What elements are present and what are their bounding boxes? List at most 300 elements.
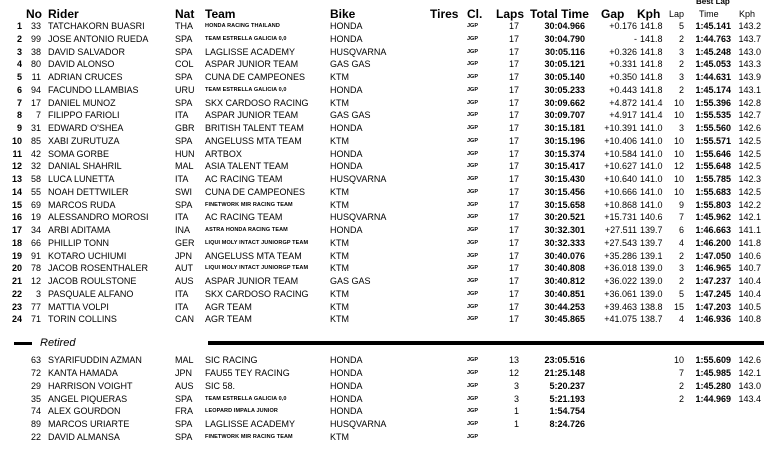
nationality-cell: ITA [175, 174, 189, 184]
header-best-time: Time [699, 9, 719, 19]
bike-cell: HUSQVARNA [330, 174, 387, 184]
total-time-cell: 23:05.516 [544, 355, 585, 365]
best-lap-number-cell: 7 [678, 367, 684, 378]
best-lap-number-cell: 10 [673, 135, 684, 146]
kph-cell: 138.7 [640, 314, 663, 325]
rider-number-cell: 91 [30, 250, 41, 261]
table-row [0, 313, 769, 325]
best-lap-kph-cell: 143.1 [738, 84, 761, 95]
class-cell: JGP [467, 150, 479, 157]
position-cell: 12 [11, 161, 22, 172]
best-lap-time-cell: 1:55.535 [695, 110, 731, 121]
rider-name-cell: XABI ZURUTUZA [48, 135, 120, 146]
best-lap-number-cell: 9 [678, 199, 684, 210]
laps-cell: 17 [508, 148, 519, 159]
best-lap-time-cell: 1:47.203 [695, 301, 731, 312]
bike-cell: KTM [330, 72, 349, 82]
nationality-cell: SWI [175, 186, 192, 197]
best-lap-kph-cell: 143.3 [738, 59, 761, 70]
class-cell: JGP [467, 74, 479, 80]
laps-cell: 3 [513, 393, 519, 404]
bike-cell: HONDA [330, 84, 363, 95]
table-row [0, 301, 769, 313]
team-cell: AGR TEAM [205, 314, 252, 325]
rider-name-cell: MATTIA VOLPI [48, 301, 109, 312]
nationality-cell: MAL [175, 161, 194, 172]
kph-cell: 141.8 [640, 59, 663, 70]
class-cell: JGP [467, 303, 479, 310]
nationality-cell: AUS [175, 276, 194, 286]
class-cell: JGP [467, 395, 479, 402]
best-lap-number-cell: 4 [678, 237, 684, 248]
best-lap-time-cell: 1:55.571 [695, 135, 731, 146]
table-row [0, 418, 769, 430]
bike-cell: KTM [330, 237, 349, 248]
best-lap-kph-cell: 143.9 [738, 72, 761, 82]
rider-number-cell: 33 [30, 21, 41, 31]
bike-cell: HONDA [330, 367, 363, 378]
total-time-cell: 30:20.521 [544, 212, 585, 223]
nationality-cell: SPA [175, 199, 193, 210]
laps-cell: 17 [508, 21, 519, 31]
rider-name-cell: ALEX GOURDON [48, 406, 121, 417]
total-time-cell: 8:24.726 [549, 419, 585, 430]
header-tires: Tires [430, 7, 459, 21]
nationality-cell: ITA [175, 301, 189, 312]
team-cell: LEOPARD IMPALA JUNIOR [205, 408, 278, 415]
table-row [0, 186, 769, 198]
gap-cell: +0.176 [609, 21, 637, 31]
best-lap-time-cell: 1:47.050 [695, 250, 731, 261]
header-best-kph: Kph [739, 9, 756, 19]
class-cell: JGP [467, 176, 479, 182]
gap-cell: +10.666 [604, 186, 637, 197]
retired-section-label: Retired [40, 337, 76, 349]
position-cell: 9 [16, 123, 22, 133]
nationality-cell: SPA [175, 419, 193, 430]
kph-cell: 139.0 [640, 276, 663, 286]
rider-name-cell: LUCA LUNETTA [48, 174, 115, 184]
header-kph: Kph [637, 7, 661, 21]
gap-cell: +27.543 [604, 237, 637, 248]
nationality-cell: SPA [175, 135, 193, 146]
rider-number-cell: 89 [30, 419, 41, 430]
class-cell: JGP [467, 61, 479, 68]
bike-cell: KTM [330, 288, 349, 299]
rider-number-cell: 77 [30, 301, 41, 312]
total-time-cell: 30:05.116 [544, 46, 585, 57]
total-time-cell: 30:40.076 [544, 250, 585, 261]
header-nat: Nat [175, 7, 195, 21]
team-cell: LAGLISSE ACADEMY [205, 419, 296, 430]
total-time-cell: 30:04.790 [544, 33, 585, 44]
class-cell: JGP [467, 188, 479, 195]
best-lap-kph-cell: 143.2 [738, 21, 761, 31]
total-time-cell: 30:15.181 [544, 123, 585, 133]
best-lap-time-cell: 1:44.763 [695, 33, 731, 44]
header-no: No [26, 7, 42, 21]
class-cell: JGP [467, 265, 479, 272]
total-time-cell: 5:20.237 [549, 380, 585, 391]
laps-cell: 17 [508, 72, 519, 82]
rider-name-cell: SYARIFUDDIN AZMAN [48, 355, 142, 365]
table-row [0, 237, 769, 249]
best-lap-kph-cell: 140.7 [738, 263, 761, 274]
team-cell: ARTBOX [205, 148, 242, 159]
total-time-cell: 30:15.658 [544, 199, 585, 210]
best-lap-number-cell: 15 [673, 301, 684, 312]
laps-cell: 1 [513, 406, 519, 417]
position-cell: 17 [11, 225, 22, 235]
rider-name-cell: FACUNDO LLAMBIAS [48, 84, 139, 95]
nationality-cell: FRA [175, 406, 193, 417]
team-cell: LIQUI MOLY INTACT JUNIORGP TEAM [205, 239, 309, 246]
header-class: Cl. [467, 7, 483, 21]
class-cell: JGP [467, 35, 479, 42]
team-cell: HONDA RACING THAILAND [205, 23, 280, 29]
kph-cell: 141.0 [640, 174, 663, 184]
best-lap-kph-cell: 142.3 [738, 174, 761, 184]
gap-cell: +36.018 [604, 263, 637, 274]
total-time-cell: 30:40.812 [544, 276, 585, 286]
table-row [0, 173, 769, 185]
rider-name-cell: DANIEL MUNOZ [48, 97, 116, 108]
rider-number-cell: 7 [35, 110, 41, 121]
best-lap-kph-cell: 142.7 [738, 110, 761, 121]
gap-cell: +0.326 [609, 46, 637, 57]
laps-cell: 1 [513, 419, 519, 430]
best-lap-time-cell: 1:44.969 [695, 393, 731, 404]
best-lap-time-cell: 1:55.683 [695, 186, 731, 197]
kph-cell: 141.0 [640, 135, 663, 146]
nationality-cell: HUN [175, 148, 195, 159]
class-cell: JGP [467, 316, 479, 323]
laps-cell: 17 [508, 84, 519, 95]
nationality-cell: SPA [175, 46, 193, 57]
kph-cell: 141.0 [640, 186, 663, 197]
rider-name-cell: JOSE ANTONIO RUEDA [48, 33, 149, 44]
team-cell: ASIA TALENT TEAM [205, 161, 289, 172]
gap-cell: - [634, 33, 637, 44]
bike-cell: HONDA [330, 33, 363, 44]
table-row [0, 135, 769, 147]
position-cell: 19 [11, 250, 22, 261]
rider-number-cell: 74 [30, 406, 41, 417]
nationality-cell: GBR [175, 123, 195, 133]
laps-cell: 17 [508, 110, 519, 121]
table-row [0, 148, 769, 160]
bike-cell: HONDA [330, 380, 363, 391]
laps-cell: 17 [508, 161, 519, 172]
team-cell: ANGELUSS MTA TEAM [205, 135, 302, 146]
bike-cell: HONDA [330, 21, 363, 31]
total-time-cell: 30:32.301 [544, 225, 585, 235]
best-lap-time-cell: 1:46.200 [695, 237, 731, 248]
position-cell: 24 [11, 314, 22, 325]
bike-cell: KTM [330, 432, 349, 443]
best-lap-time-cell: 1:44.631 [695, 72, 731, 82]
position-cell: 14 [11, 186, 22, 197]
rider-number-cell: 69 [30, 199, 41, 210]
team-cell: ASTRA HONDA RACING TEAM [205, 227, 288, 233]
rider-name-cell: ADRIAN CRUCES [48, 72, 123, 82]
rider-number-cell: 99 [30, 33, 41, 44]
rider-name-cell: PASQUALE ALFANO [48, 288, 134, 299]
best-lap-number-cell: 2 [678, 33, 684, 44]
rider-name-cell: TATCHAKORN BUASRI [48, 21, 145, 31]
header-laps: Laps [496, 7, 525, 21]
bike-cell: KTM [330, 135, 349, 146]
best-lap-number-cell: 5 [678, 288, 684, 299]
team-cell: TEAM ESTRELLA GALICIA 0,0 [205, 35, 287, 42]
table-row [0, 84, 769, 96]
rider-name-cell: EDWARD O'SHEA [48, 123, 124, 133]
position-cell: 5 [16, 72, 22, 82]
team-cell: SKX CARDOSO RACING [205, 288, 309, 299]
rider-number-cell: 12 [30, 276, 41, 286]
table-row [0, 367, 769, 379]
total-time-cell: 30:32.333 [544, 237, 585, 248]
total-time-cell: 30:15.196 [544, 135, 585, 146]
nationality-cell: JPN [175, 367, 193, 378]
bike-cell: KTM [330, 186, 349, 197]
laps-cell: 17 [508, 186, 519, 197]
bike-cell: HONDA [330, 406, 363, 417]
bike-cell: GAS GAS [330, 276, 371, 286]
table-row [0, 160, 769, 172]
nationality-cell: GER [175, 237, 195, 248]
kph-cell: 141.0 [640, 123, 663, 133]
class-cell: JGP [467, 434, 479, 441]
total-time-cell: 30:05.140 [544, 72, 585, 82]
best-lap-kph-cell: 140.6 [738, 250, 761, 261]
bike-cell: HONDA [330, 355, 363, 365]
class-cell: JGP [467, 86, 479, 93]
rider-name-cell: FILIPPO FARIOLI [48, 110, 120, 121]
best-lap-kph-cell: 141.1 [738, 225, 761, 235]
best-lap-kph-cell: 142.5 [738, 161, 761, 172]
position-cell: 23 [11, 301, 22, 312]
rider-number-cell: 72 [30, 367, 41, 378]
table-row [0, 20, 769, 32]
rider-number-cell: 32 [30, 161, 41, 172]
gap-cell: +27.511 [604, 225, 637, 235]
best-lap-kph-cell: 140.4 [738, 276, 761, 286]
class-cell: JGP [467, 382, 479, 389]
bike-cell: HONDA [330, 148, 363, 159]
nationality-cell: AUS [175, 380, 194, 391]
best-lap-number-cell: 10 [673, 174, 684, 184]
laps-cell: 17 [508, 276, 519, 286]
best-lap-kph-cell: 142.8 [738, 97, 761, 108]
total-time-cell: 30:05.121 [544, 59, 585, 70]
gap-cell: +10.868 [604, 199, 637, 210]
rider-name-cell: HARRISON VOIGHT [48, 380, 133, 391]
total-time-cell: 30:09.707 [544, 110, 585, 121]
kph-cell: 139.1 [640, 250, 663, 261]
best-lap-number-cell: 10 [673, 355, 684, 365]
kph-cell: 139.0 [640, 288, 663, 299]
best-lap-number-cell: 10 [673, 97, 684, 108]
total-time-cell: 30:40.851 [544, 288, 585, 299]
best-lap-number-cell: 12 [673, 161, 684, 172]
kph-cell: 141.8 [640, 72, 663, 82]
bike-cell: KTM [330, 314, 349, 325]
kph-cell: 139.7 [640, 237, 663, 248]
gap-cell: +4.917 [609, 110, 637, 121]
team-cell: SIC 58. [205, 380, 236, 391]
rider-number-cell: 29 [30, 380, 41, 391]
kph-cell: 141.0 [640, 148, 663, 159]
best-lap-number-cell: 10 [673, 148, 684, 159]
gap-cell: +10.584 [604, 148, 637, 159]
nationality-cell: JPN [175, 250, 193, 261]
total-time-cell: 30:04.966 [544, 21, 585, 31]
total-time-cell: 1:54.754 [549, 406, 585, 417]
class-cell: JGP [467, 125, 479, 131]
nationality-cell: SPA [175, 33, 193, 44]
kph-cell: 140.6 [640, 212, 663, 223]
team-cell: ASPAR JUNIOR TEAM [205, 59, 299, 70]
bike-cell: GAS GAS [330, 110, 371, 121]
total-time-cell: 30:15.417 [544, 161, 585, 172]
position-cell: 7 [16, 97, 22, 108]
laps-cell: 17 [508, 123, 519, 133]
total-time-cell: 30:15.430 [544, 174, 585, 184]
team-cell: LAGLISSE ACADEMY [205, 46, 296, 57]
gap-cell: +0.350 [609, 72, 637, 82]
best-lap-kph-cell: 142.5 [738, 135, 761, 146]
gap-cell: +10.627 [604, 161, 637, 172]
rider-number-cell: 58 [30, 174, 41, 184]
kph-cell: 138.8 [640, 301, 663, 312]
table-row [0, 250, 769, 262]
nationality-cell: SPA [175, 432, 193, 443]
total-time-cell: 30:05.233 [544, 84, 585, 95]
rider-name-cell: PHILLIP TONN [48, 237, 110, 248]
retired-section-bar [208, 341, 764, 345]
rider-name-cell: ARBI ADITAMA [48, 225, 111, 235]
gap-cell: +10.406 [604, 135, 637, 146]
class-cell: JGP [467, 23, 479, 29]
team-cell: CUNA DE CAMPEONES [205, 186, 306, 197]
position-cell: 15 [11, 199, 22, 210]
best-lap-time-cell: 1:45.280 [695, 380, 731, 391]
best-lap-time-cell: 1:45.962 [695, 212, 731, 223]
nationality-cell: URU [175, 84, 195, 95]
best-lap-kph-cell: 142.5 [738, 186, 761, 197]
team-cell: TEAM ESTRELLA GALICIA 0,0 [205, 395, 287, 402]
rider-name-cell: KANTA HAMADA [48, 367, 118, 378]
total-time-cell: 30:15.374 [544, 148, 585, 159]
class-cell: JGP [467, 227, 479, 233]
total-time-cell: 21:25.148 [544, 367, 585, 378]
best-lap-number-cell: 10 [673, 186, 684, 197]
gap-cell: +10.391 [604, 123, 637, 133]
rider-number-cell: 78 [30, 263, 41, 274]
gap-cell: +10.640 [604, 174, 637, 184]
rider-number-cell: 42 [30, 148, 41, 159]
table-row [0, 224, 769, 236]
best-lap-kph-cell: 142.2 [738, 199, 761, 210]
best-lap-number-cell: 2 [678, 276, 684, 286]
best-lap-banner: Best Lap [696, 0, 730, 6]
best-lap-number-cell: 2 [678, 393, 684, 404]
laps-cell: 17 [508, 301, 519, 312]
header-bike: Bike [330, 7, 356, 21]
class-cell: JGP [467, 214, 479, 221]
header-team: Team [205, 7, 236, 21]
laps-cell: 13 [508, 355, 519, 365]
best-lap-number-cell: 3 [678, 72, 684, 82]
best-lap-kph-cell: 142.1 [738, 212, 761, 223]
table-row [0, 109, 769, 121]
bike-cell: GAS GAS [330, 59, 371, 70]
rider-name-cell: KOTARO UCHIUMI [48, 250, 127, 261]
class-cell: JGP [467, 163, 479, 170]
rider-number-cell: 35 [30, 393, 41, 404]
table-row [0, 288, 769, 300]
table-row [0, 211, 769, 223]
laps-cell: 17 [508, 59, 519, 70]
gap-cell: +41.075 [604, 314, 637, 325]
position-cell: 10 [11, 135, 22, 146]
laps-cell: 17 [508, 97, 519, 108]
laps-cell: 17 [508, 199, 519, 210]
best-lap-number-cell: 2 [678, 250, 684, 261]
gap-cell: +15.731 [604, 212, 637, 223]
best-lap-time-cell: 1:55.646 [695, 148, 731, 159]
laps-cell: 17 [508, 46, 519, 57]
team-cell: FINETWORK MIR RACING TEAM [205, 201, 293, 208]
position-cell: 2 [16, 33, 22, 44]
team-cell: SIC RACING [205, 355, 258, 365]
rider-name-cell: DAVID SALVADOR [48, 46, 126, 57]
best-lap-number-cell: 7 [678, 212, 684, 223]
rider-name-cell: ANGEL PIQUERAS [48, 393, 128, 404]
header-total-time: Total Time [530, 7, 589, 21]
rider-number-cell: 80 [30, 59, 41, 70]
bike-cell: KTM [330, 263, 349, 274]
nationality-cell: SPA [175, 393, 193, 404]
laps-cell: 17 [508, 288, 519, 299]
rider-name-cell: SOMA GORBE [48, 148, 110, 159]
position-cell: 11 [12, 148, 22, 159]
rider-number-cell: 94 [30, 84, 41, 95]
rider-number-cell: 63 [30, 355, 41, 365]
rider-number-cell: 38 [30, 46, 41, 57]
best-lap-time-cell: 1:55.803 [695, 199, 731, 210]
nationality-cell: CAN [175, 314, 195, 325]
class-cell: JGP [467, 290, 479, 297]
team-cell: ASPAR JUNIOR TEAM [205, 276, 299, 286]
rider-name-cell: DAVID ALONSO [48, 59, 115, 70]
best-lap-time-cell: 1:45.174 [695, 84, 731, 95]
team-cell: ANGELUSS MTA TEAM [205, 250, 302, 261]
nationality-cell: THA [175, 21, 193, 31]
class-cell: JGP [467, 421, 479, 428]
team-cell: AC RACING TEAM [205, 212, 283, 223]
table-row [0, 405, 769, 417]
best-lap-kph-cell: 142.5 [738, 148, 761, 159]
rider-number-cell: 3 [35, 288, 41, 299]
rider-name-cell: MARCOS URIARTE [48, 419, 130, 430]
laps-cell: 17 [508, 237, 519, 248]
laps-cell: 17 [508, 263, 519, 274]
table-row [0, 431, 769, 443]
kph-cell: 141.8 [640, 46, 663, 57]
best-lap-number-cell: 5 [678, 21, 684, 31]
